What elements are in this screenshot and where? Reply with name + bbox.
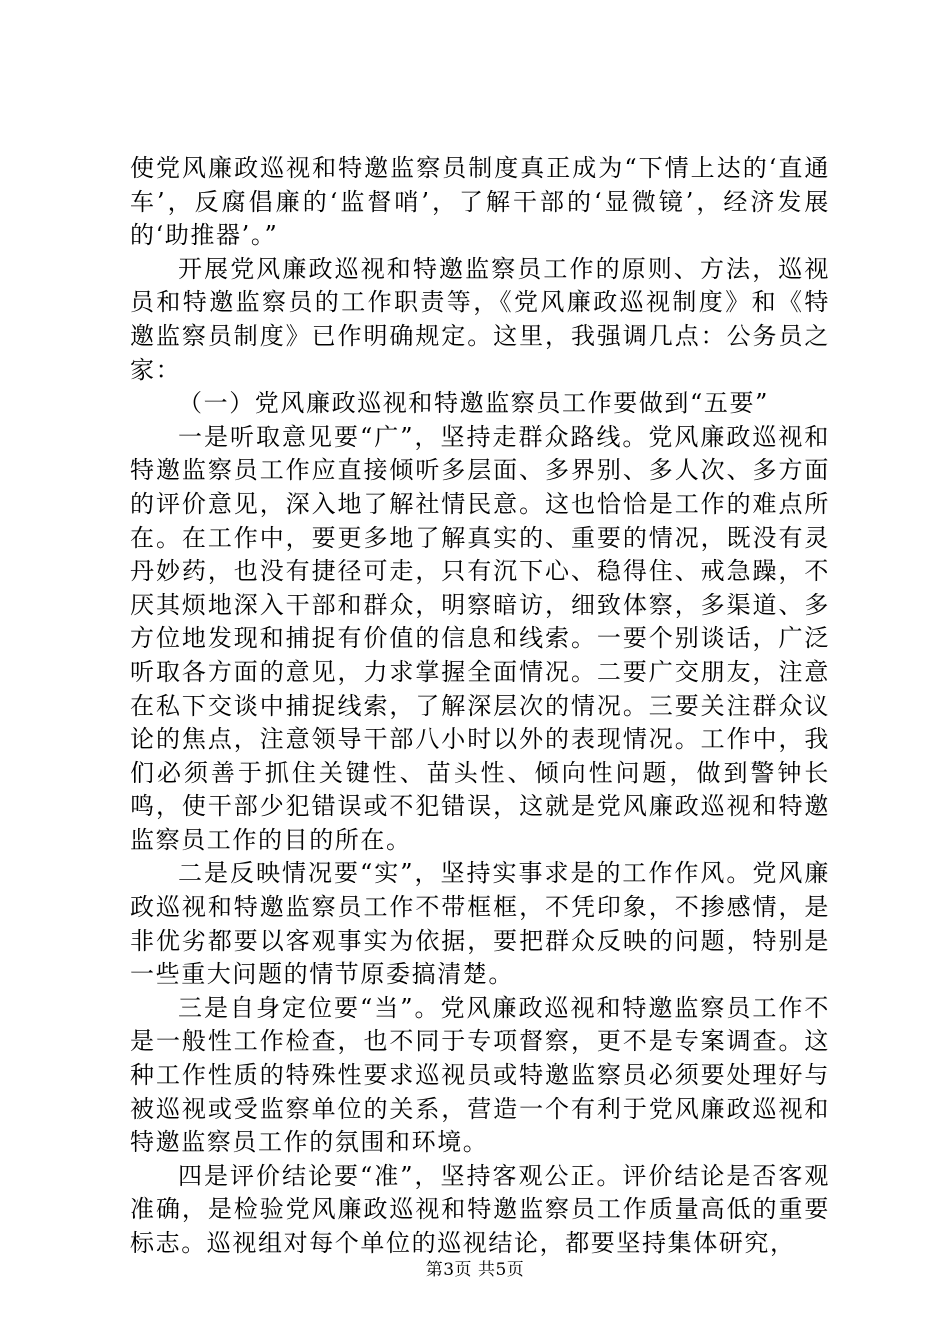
section-heading: （一）党风廉政巡视和特邀监察员工作要做到“五要” (178, 389, 769, 418)
paragraph-3: 一是听取意见要“广”，坚持走群众路线。党风廉政巡视和特邀监察员工作应直接倾听多层面、多界别、多人次、多方面的评价意见，深入地了解社情民意。这也恰恰是工作的难点所在。在工作中，要更多地了解真实的、重要的情况，既没有灵丹妙药，也没有捷径可走，只有沉下心、稳得住、戒急躁，不厌其烦地深入干部和群众，明察暗访，细致体察，多渠道、多方位地发现和捕捉有价值的信息和线索。一要个别谈话，广泛听取各方面的意见，力求掌握全面情况。二要广交朋友，注意在私下交谈中捕捉线索，了解深层次的情况。三要关注群众议论的焦点，注意领导干部八小时以外的表现情况。工作中，我们必须善于抓住关键性、苗头性、倾向性问题，做到警钟长鸣，使干部少犯错误或不犯错误，这就是党风廉政巡视和特邀监察员工作的目的所在。 (130, 422, 830, 854)
paragraph-5: 三是自身定位要“当”。党风廉政巡视和特邀监察员工作不是一般性工作检查，也不同于专项督察，更不是专案调查。这种工作性质的特殊性要求巡视员或特邀监察员必须要处理好与被巡视或受监察单位的关系，营造一个有利于党风廉政巡视和特邀监察员工作的氛围和环境。 (130, 993, 830, 1157)
paragraph-1: 使党风廉政巡视和特邀监察员制度真正成为“下情上达的‘直通车’，反腐倡廉的‘监督哨’，了解干部的‘显微镜’，经济发展的‘助推器’。” (130, 154, 830, 250)
paragraph-4: 二是反映情况要“实”，坚持实事求是的工作作风。党风廉政巡视和特邀监察员工作不带框框，不凭印象，不掺感情，是非优劣都要以客观事实为依据，要把群众反映的问题，特别是一些重大问题的情节原委搞清楚。 (130, 859, 830, 989)
page-footer: 第3页 共5页 (425, 1260, 525, 1280)
document-body (130, 152, 830, 1261)
paragraph-2: 开展党风廉政巡视和特邀监察员工作的原则、方法，巡视员和特邀监察员的工作职责等，《党风廉政巡视制度》和《特邀监察员制度》已作明确规定。这里，我强调几点：公务员之家： (130, 254, 830, 384)
paragraph-6: 四是评价结论要“准”，坚持客观公正。评价结论是否客观准确，是检验党风廉政巡视和特邀监察员工作质量高低的重要标志。巡视组对每个单位的巡视结论，都要坚持集体研究， (130, 1161, 830, 1257)
